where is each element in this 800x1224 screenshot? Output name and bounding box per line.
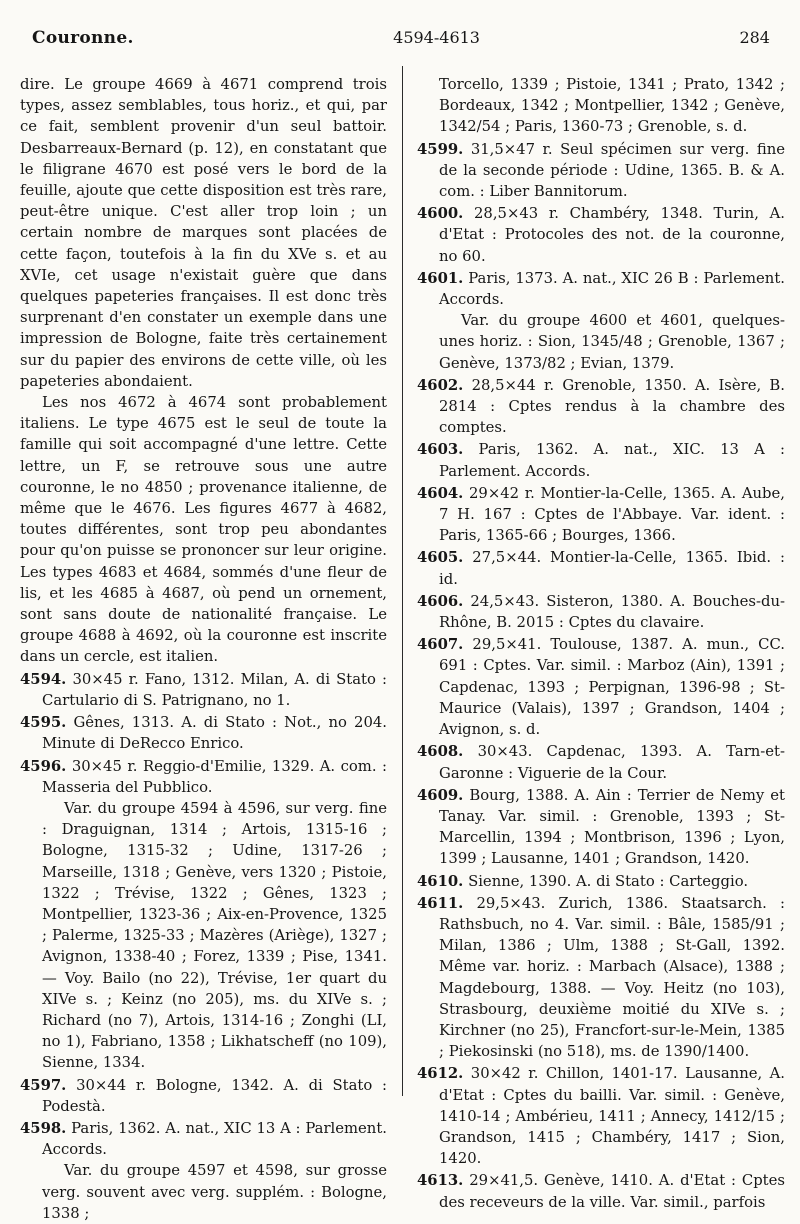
entry-text: Paris, 1373. A. nat., XIC 26 B : Parlement. Accords. — [439, 269, 785, 309]
entry-text: Paris, 1362. A. nat., XIC. 13 A : Parlement. Accords. — [439, 441, 785, 480]
page-header — [32, 28, 770, 54]
variants-continuation: Torcello, 1339 ; Pistoie, 1341 ; Prato, 1342 ; Bordeaux, 1342 ; Montpellier, 1342 ; Genève, 1342/54 ; Paris, 1360-73 ; Grenoble, s. d. — [439, 76, 785, 136]
entry-4606 — [417, 591, 785, 633]
variants-note: Var. du groupe 4600 et 4601, quelques-unes horiz. : Sion, 1345/48 ; Grenoble, 1367 ; Genève, 1373/82 ; Evian, 1379. — [439, 312, 785, 372]
entry-4613 — [417, 1170, 785, 1212]
entry-text: 30×44 r. Bologne, 1342. A. di Stato : Podestà. — [42, 1076, 387, 1115]
entry-4612 — [417, 1063, 785, 1169]
entry-text: 30×42 r. Chillon, 1401-17. Lausanne, A. d'Etat : Cptes du bailli. Var. simil. : Genève, 1410-14 ; Ambérieu, 1411 ; Annecy, 1412/15 ; Grandson, 1415 ; Chambéry, 1417 ; Sion, 1420. — [439, 1065, 785, 1168]
entry-text: Sienne, 1390. A. di Stato : Carteggio. — [468, 872, 749, 890]
right-column — [417, 74, 785, 1211]
entry-text: 31,5×47 r. Seul spécimen sur verg. fine de la seconde période : Udine, 1365. B. & A. com. : Liber Bannitorum. — [439, 140, 785, 201]
entry-number: 4600. — [417, 205, 464, 223]
entry-4602 — [417, 375, 785, 439]
entry-number: 4610. — [417, 872, 464, 890]
entry-4605 — [417, 547, 785, 589]
entry-4599 — [417, 139, 785, 203]
entry-4604 — [417, 483, 785, 547]
column-divider — [402, 66, 403, 1096]
entry-text: 30×43. Capdenac, 1393. A. Tarn-et-Garonne : Viguerie de la Cour. — [439, 743, 785, 782]
entry-number: 4606. — [417, 592, 464, 610]
entry-4610 — [417, 871, 785, 892]
entry-number: 4607. — [417, 636, 464, 654]
paragraph-commentary: dire. Le groupe 4669 à 4671 comprend trois types, assez semblables, tous horiz., et qui, par ce fait, semblent provenir d'un seul battoir. Desbarreaux-Bernard (p. 12), en constatant que le filigrane 4670 est posé vers le bord de la feuille, ajoute que cette disposition est très rare, peut-être unique. C'est aller trop loin ; un certain nombre de marques sont placées de cette façon, toutefois à la fin du XVe s. et au XVIe, cet usage n'existait guère que dans quelques papeteries françaises. Il est donc très surprenant d'en constater un exemple dans une impression de Bologne, faite très certainement sur du papier des environs de cette ville, où les papeteries abondaient. — [20, 76, 387, 390]
entry-text: 29,5×43. Zurich, 1386. Staatsarch. : Rathsbuch, no 4. Var. simil. : Bâle, 1585/91 ; Milan, 1386 ; Ulm, 1388 ; St-Gall, 1392. Même var. horiz. : Marbach (Alsace), 1388 ; Magdebourg, 1388. — Voy. Heitz (no 103), Strasbourg, deuxième moitié du XIVe s. ; Kirchner (no 25), Francfort-sur-le-Mein, 1385 ; Piekosinski (no 518), ms. de 1390/1400. — [439, 894, 785, 1061]
entry-number: 4605. — [417, 549, 464, 567]
entry-number: 4602. — [417, 376, 464, 394]
entry-number: 4613. — [417, 1172, 464, 1190]
entry-4608 — [417, 741, 785, 783]
entry-number: 4595. — [20, 714, 67, 732]
entry-4603 — [417, 439, 785, 481]
entry-text: 29,5×41. Toulouse, 1387. A. mun., CC. 691 : Cptes. Var. simil. : Marboz (Ain), 1391 ; Capdenac, 1393 ; Perpignan, 1396-98 ; St-Maurice (Valais), 1397 ; Grandson, 1404 ; Avignon, s. d. — [439, 636, 785, 739]
paragraph-commentary: Les nos 4672 à 4674 sont probablement italiens. Le type 4675 est le seul de toute la famille qui soit accompagné d'une lettre. Cette lettre, un F, se retrouve sous une autre couronne, le no 4850 ; provenance italienne, de même que le 4676. Les figures 4677 à 4682, toutes différentes, sont trop peu abondantes pour qu'on puisse se prononcer sur leur origine. Les types 4683 et 4684, sommés d'une fleur de lis, et les 4685 à 4687, où pend un ornement, sont sans doute de nationalité française. Le groupe 4688 à 4692, où la couronne est inscrite dans un cercle, est italien. — [20, 394, 387, 666]
entry-4597 — [20, 1075, 387, 1117]
entry-number: 4594. — [20, 670, 67, 688]
entry-number: 4611. — [417, 894, 464, 912]
entry-4598 — [20, 1118, 387, 1160]
entry-text: 24,5×43. Sisteron, 1380. A. Bouches-du-Rhône, B. 2015 : Cptes du clavaire. — [439, 592, 785, 632]
page-number: 284 — [739, 28, 770, 47]
entry-text: 27,5×44. Montier-la-Celle, 1365. Ibid. : id. — [439, 549, 785, 588]
entry-text: Paris, 1362. A. nat., XIC 13 A : Parlement. Accords. — [42, 1119, 387, 1159]
entry-text: 30×45 r. Reggio-d'Emilie, 1329. A. com. : Masseria del Pubblico. — [42, 757, 387, 796]
entry-number: 4609. — [417, 786, 464, 804]
entry-4601 — [417, 268, 785, 310]
entry-number: 4596. — [20, 757, 67, 775]
entry-number: 4608. — [417, 743, 464, 761]
entry-text: 28,5×43 r. Chambéry, 1348. Turin, A. d'Etat : Protocoles des not. de la couronne, no 60. — [439, 205, 785, 265]
variants-note: Var. du groupe 4594 à 4596, sur verg. fine : Draguignan, 1314 ; Artois, 1315-16 ; Bologne, 1315-32 ; Udine, 1317-26 ; Marseille, 1318 ; Genève, vers 1320 ; Pistoie, 1322 ; Trévise, 1322 ; Gênes, 1323 ; Montpellier, 1323-36 ; Aix-en-Provence, 1325 ; Palerme, 1325-33 ; Mazères (Ariège), 1327 ; Avignon, 1338-40 ; Forez, 1339 ; Pise, 1341. — Voy. Bailo (no 22), Trévise, 1er quart du XIVe s. ; Keinz (no 205), ms. du XIVe s. ; Richard (no 7), Artois, 1314-16 ; Zonghi (LI, no 1), Fabriano, 1358 ; Likhatscheff (no 109), Sienne, 1334. — [42, 799, 387, 1072]
entry-number: 4598. — [20, 1119, 67, 1137]
entry-number: 4604. — [417, 484, 464, 502]
entry-text: Bourg, 1388. A. Ain : Terrier de Nemy et Tanay. Var. simil. : Grenoble, 1393 ; St-Marcellin, 1394 ; Montbrison, 1396 ; Lyon, 1399 ; Lausanne, 1401 ; Grandson, 1420. — [439, 786, 785, 868]
entry-4596 — [20, 756, 387, 798]
entry-text: Gênes, 1313. A. di Stato : Not., no 204. Minute di DeRecco Enrico. — [42, 714, 387, 753]
section-title: Couronne. — [32, 28, 134, 48]
left-column — [20, 74, 387, 1222]
entry-text: 30×45 r. Fano, 1312. Milan, A. di Stato : Cartulario di S. Patrignano, no 1. — [42, 670, 387, 709]
entry-number: 4599. — [417, 140, 464, 158]
entry-4611 — [417, 893, 785, 1063]
entry-text: 29×42 r. Montier-la-Celle, 1365. A. Aube, 7 H. 167 : Cptes de l'Abbaye. Var. ident. : Paris, 1365-66 ; Bourges, 1366. — [439, 484, 785, 545]
entry-4607 — [417, 634, 785, 740]
entry-4595 — [20, 712, 387, 754]
variants-note: Var. du groupe 4597 et 4598, sur grosse verg. souvent avec verg. supplém. : Bologne, 1338 ; — [42, 1162, 387, 1222]
entry-number: 4603. — [417, 441, 464, 459]
entry-number: 4597. — [20, 1076, 67, 1094]
entry-4594 — [20, 669, 387, 711]
entry-4600 — [417, 203, 785, 267]
entry-number: 4612. — [417, 1065, 464, 1083]
entry-range: 4594-4613 — [393, 28, 480, 47]
entry-text: 29×41,5. Genève, 1410. A. d'Etat : Cptes des receveurs de la ville. Var. simil., parfois — [439, 1172, 785, 1211]
entry-text: 28,5×44 r. Grenoble, 1350. A. Isère, B. 2814 : Cptes rendus à la chambre des comptes. — [439, 376, 785, 437]
entry-number: 4601. — [417, 269, 464, 287]
entry-4609 — [417, 785, 785, 870]
